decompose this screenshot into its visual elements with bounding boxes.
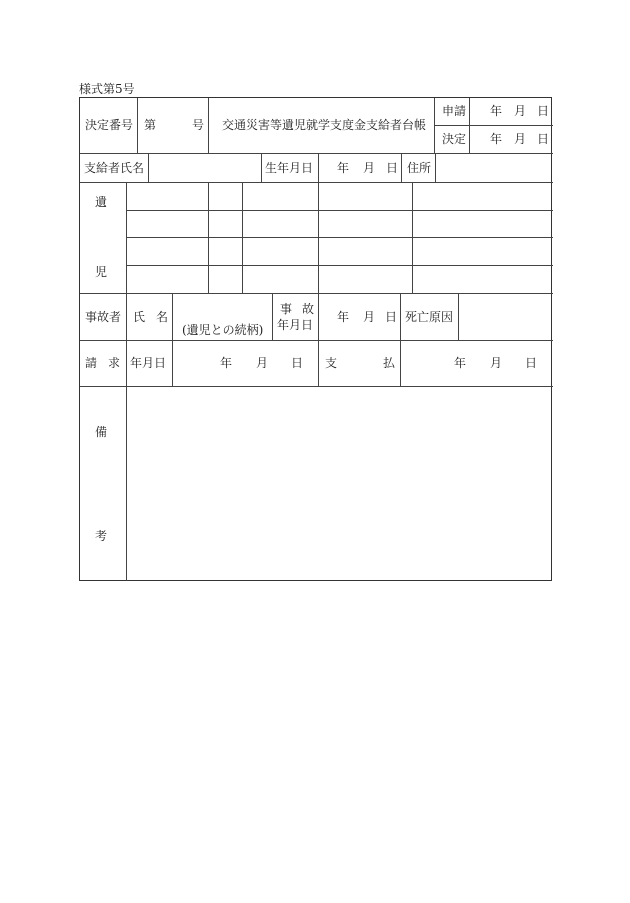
remarks-label-top: 備: [95, 425, 108, 439]
line-v-or-label: [126, 182, 127, 293]
application-label: 申請: [442, 104, 467, 118]
victim-name-label-2: 名: [156, 310, 169, 324]
birth-year: 年: [337, 161, 350, 175]
line-v-rm: [126, 386, 127, 581]
line-v-cl-a: [126, 340, 127, 386]
payment-day: 日: [525, 356, 538, 370]
line-v-r1-c: [434, 98, 435, 153]
remarks-label-bottom: 考: [95, 529, 108, 543]
line-h-orphan-1: [126, 210, 553, 211]
line-h-row1-bottom: [80, 153, 553, 154]
death-cause-label: 死亡原因: [405, 310, 454, 324]
payment-year: 年: [454, 356, 467, 370]
relation-label: (遺児との続柄): [182, 323, 264, 337]
claim-day: 日: [291, 356, 304, 370]
line-h-claim-bottom: [80, 386, 553, 387]
decision-number-dai: 第: [144, 118, 157, 132]
line-v-or-b: [242, 182, 243, 293]
line-v-cl-b: [172, 340, 173, 386]
decision-day: 日: [537, 132, 550, 146]
decision-label: 決定: [442, 132, 467, 146]
line-v-ac-f: [458, 293, 459, 340]
orphan-label-bottom: 児: [95, 265, 108, 279]
line-v-r2-c: [318, 153, 319, 182]
recipient-name-label: 支給者氏名: [84, 161, 145, 175]
line-h-row1-right-mid: [434, 125, 553, 126]
line-h-orphan-3: [126, 265, 553, 266]
claim-year: 年: [220, 356, 233, 370]
registry-form-table: [79, 97, 552, 581]
accident-date-label-2: 年月日: [277, 318, 314, 332]
accident-date-label-1b: 故: [302, 302, 315, 316]
line-h-row2-bottom: [80, 182, 553, 183]
line-h-orphan-bottom: [80, 293, 553, 294]
line-v-ac-e: [400, 293, 401, 340]
line-v-r1-a: [137, 98, 138, 153]
page-title: 交通災害等遺児就学支度金支給者台帳: [222, 118, 427, 132]
line-v-r2-d: [401, 153, 402, 182]
decision-number-go: 号: [192, 118, 205, 132]
line-v-r2-e: [435, 153, 436, 182]
claim-date-label: 年月日: [130, 356, 167, 370]
birth-day: 日: [386, 161, 399, 175]
claim-label-1: 請: [85, 356, 98, 370]
line-v-cl-c: [318, 340, 319, 386]
application-month: 月: [514, 104, 527, 118]
address-label: 住所: [407, 161, 432, 175]
accident-date-label-1a: 事: [280, 302, 293, 316]
payment-month: 月: [490, 356, 503, 370]
decision-number-label: 決定番号: [85, 118, 134, 132]
decision-year: 年: [490, 132, 503, 146]
line-v-ac-b: [172, 293, 173, 340]
decision-month: 月: [514, 132, 527, 146]
orphan-label-top: 遺: [95, 195, 108, 209]
line-v-ac-c: [272, 293, 273, 340]
line-v-r2-a: [148, 153, 149, 182]
accident-day: 日: [385, 310, 398, 324]
accident-year: 年: [337, 310, 350, 324]
line-v-or-c: [318, 182, 319, 293]
form-number: 様式第5号: [79, 82, 135, 96]
payment-label-1: 支: [325, 356, 338, 370]
claim-month: 月: [256, 356, 269, 370]
line-v-ac-d: [318, 293, 319, 340]
line-v-r2-b: [261, 153, 262, 182]
line-v-r1-b: [208, 98, 209, 153]
line-h-orphan-2: [126, 237, 553, 238]
accident-month: 月: [363, 310, 376, 324]
victim-name-label-1: 氏: [133, 310, 146, 324]
payment-label-2: 払: [383, 356, 396, 370]
line-h-accident-bottom: [80, 340, 553, 341]
line-v-ac-a: [126, 293, 127, 340]
victim-label: 事故者: [85, 310, 122, 324]
birth-month: 月: [363, 161, 376, 175]
application-day: 日: [537, 104, 550, 118]
birthdate-label: 生年月日: [265, 161, 314, 175]
line-v-r1-d: [469, 98, 470, 153]
application-year: 年: [490, 104, 503, 118]
claim-label-2: 求: [108, 356, 121, 370]
line-v-or-a: [208, 182, 209, 293]
line-v-or-d: [412, 182, 413, 293]
line-v-cl-d: [400, 340, 401, 386]
